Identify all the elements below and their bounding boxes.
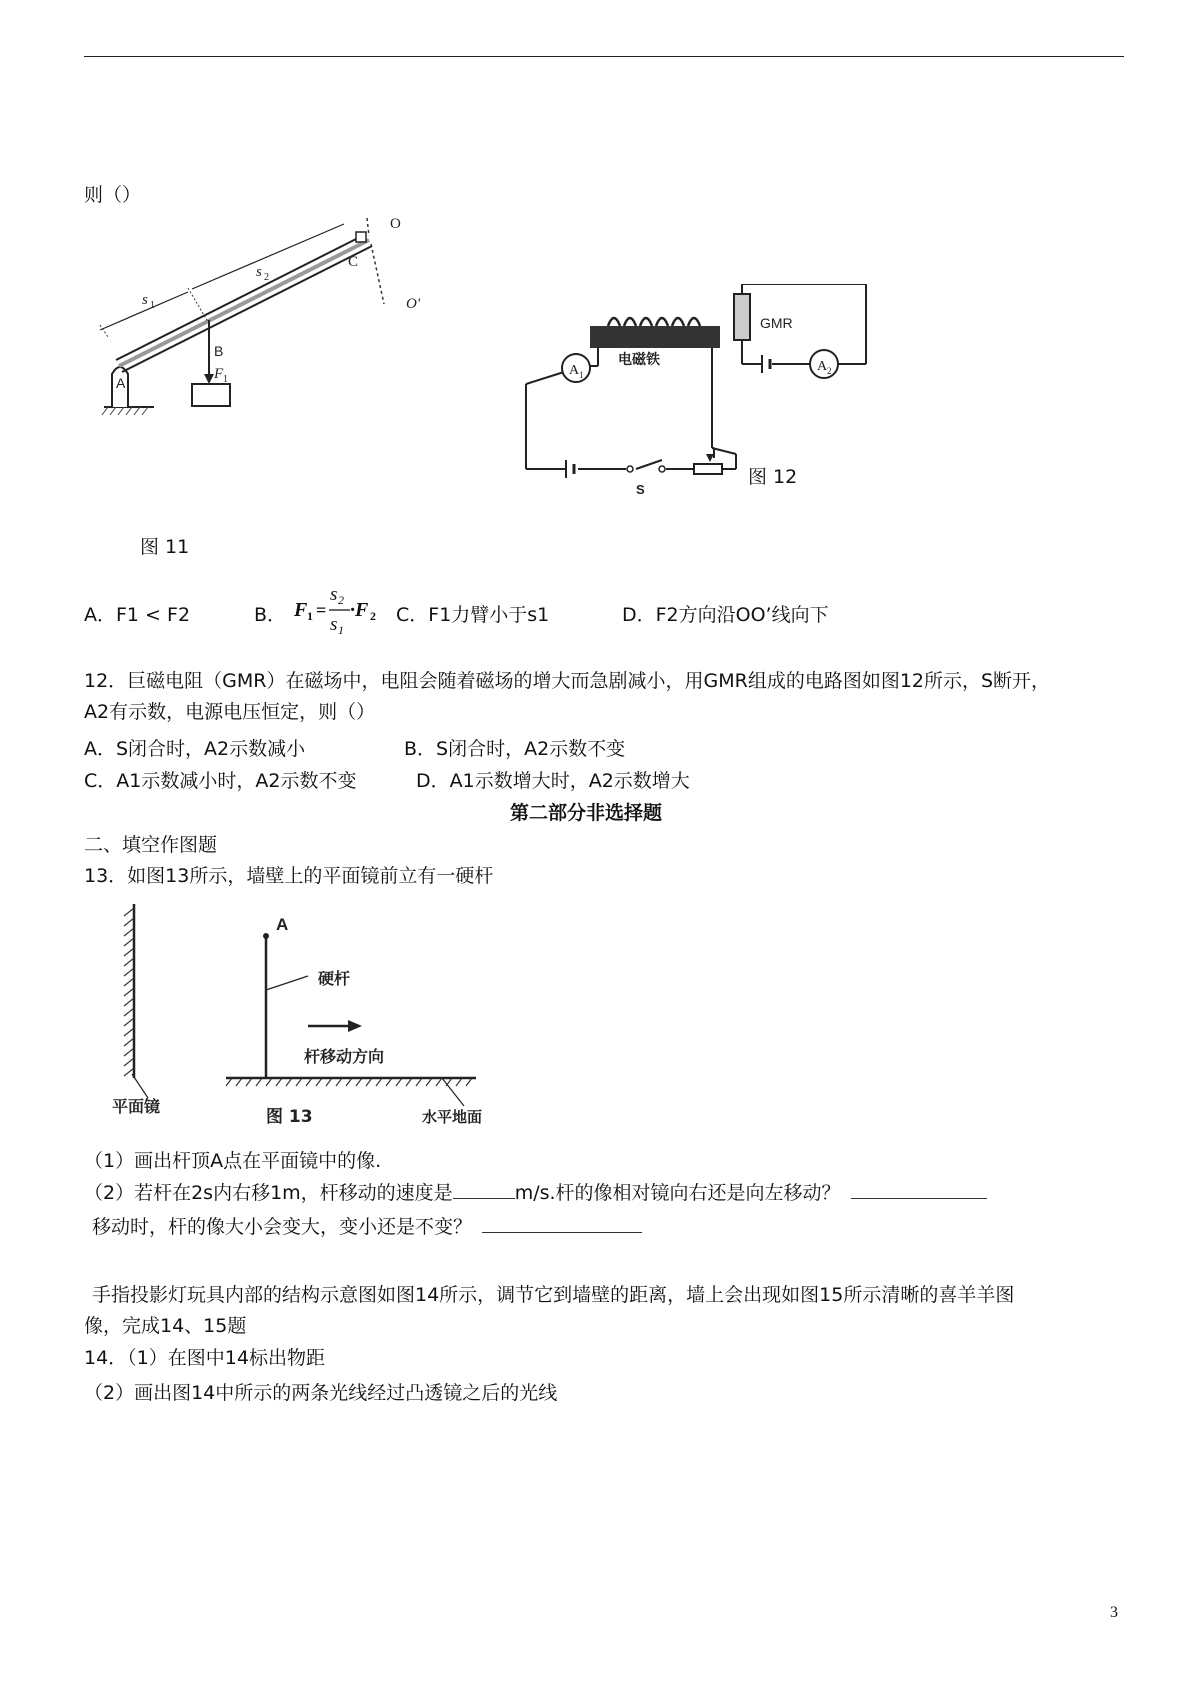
intro-14-15-line-1: 手指投影灯玩具内部的结构示意图如图14所示，调节它到墙壁的距离，墙上会出现如图15所示清晰的喜羊羊图 [92, 1284, 1015, 1306]
label-o-prime: O' [406, 296, 421, 312]
label-rod: 硬杆 [318, 969, 351, 988]
label-f1-sub: 1 [223, 374, 228, 385]
label-a2-sub: 2 [827, 366, 832, 376]
label-a: A [116, 375, 126, 391]
label-mirror: 平面镜 [112, 1097, 161, 1116]
q13-sub-2-a: （2）若杆在2s内右移1m，杆移动的速度是 [84, 1182, 453, 1204]
figure-12 [516, 284, 906, 500]
page-number: 3 [1110, 1604, 1118, 1621]
svg-text:1: 1 [338, 623, 344, 637]
figure-12-caption: 图 12 [748, 466, 798, 488]
label-gmr: GMR [760, 315, 793, 331]
label-fig13-caption: 图 13 [266, 1107, 313, 1127]
svg-text:=: = [316, 600, 327, 620]
q11-option-d: D．F2方向沿OO’线向下 [622, 604, 829, 626]
q13-stem: 13．如图13所示，墙壁上的平面镜前立有一硬杆 [84, 865, 494, 887]
label-f1: F [214, 366, 224, 382]
label-s: S [636, 482, 645, 497]
figure-11 [94, 212, 434, 452]
q11-stem-tail: 则（） [84, 184, 142, 206]
q12-option-c: C．A1示数减小时，A2示数不变 [84, 770, 357, 792]
q12-option-b: B．S闭合时，A2示数不变 [404, 738, 626, 760]
svg-text:s: s [330, 584, 338, 605]
direction-blank[interactable] [851, 1198, 987, 1199]
label-a2: A [817, 359, 828, 374]
label-o: O [390, 216, 401, 232]
svg-text:F: F [294, 599, 308, 621]
label-a1: A [569, 363, 580, 378]
q12-option-d: D．A1示数增大时，A2示数增大 [416, 770, 690, 792]
q11-option-b-formula [292, 578, 392, 636]
q14-line-2: （2）画出图14中所示的两条光线经过凸透镜之后的光线 [84, 1382, 558, 1404]
figure-13 [96, 898, 516, 1128]
svg-text:2: 2 [370, 609, 376, 623]
figure-11-caption: 图 11 [140, 536, 190, 558]
q12-line-2: A2有示数，电源电压恒定，则（） [84, 701, 376, 723]
q13-sub-2-c: 移动时，杆的像大小会变大，变小还是不变？ [92, 1212, 642, 1239]
svg-text:2: 2 [338, 593, 344, 607]
q13-sub-1: （1）画出杆顶A点在平面镜中的像. [84, 1150, 382, 1172]
label-b: B [214, 343, 224, 359]
svg-text:s: s [330, 614, 338, 635]
q13-sub-2 [84, 1178, 987, 1205]
q13-sub-2-b: m/s.杆的像相对镜向右还是向左移动？ [514, 1182, 841, 1204]
label-a1-sub: 1 [579, 370, 584, 380]
q11-option-c: C．F1力臂小于s1 [396, 604, 550, 626]
intro-14-15-line-2: 像，完成14、15题 [84, 1315, 247, 1337]
part-2-title: 第二部分非选择题 [510, 802, 663, 824]
q14-line-1: 14．（1）在图中14标出物距 [84, 1347, 325, 1369]
label-electromagnet: 电磁铁 [618, 352, 660, 368]
label-s2: s [256, 264, 262, 280]
label-ground: 水平地面 [422, 1108, 483, 1126]
label-move-direction: 杆移动方向 [304, 1047, 385, 1066]
label-a-top: A [276, 915, 289, 934]
label-s1-sub: 1 [150, 300, 155, 311]
label-s1: s [142, 292, 148, 308]
q12-option-a: A．S闭合时，A2示数减小 [84, 738, 306, 760]
section-2-heading: 二、填空作图题 [84, 834, 218, 856]
size-blank[interactable] [482, 1232, 642, 1233]
speed-blank[interactable] [453, 1198, 515, 1199]
svg-text:·F: ·F [350, 599, 369, 621]
q11-option-b-prefix: B． [254, 604, 287, 626]
label-s2-sub: 2 [264, 272, 269, 283]
label-c: C [348, 254, 359, 270]
svg-text:1: 1 [307, 609, 313, 623]
header-rule [84, 56, 1124, 57]
q12-line-1: 12．巨磁电阻（GMR）在磁场中，电阻会随着磁场的增大而急剧减小，用GMR组成的电路图如图12所示，S断开， [84, 670, 1051, 692]
q11-option-a: A．F1 < F2 [84, 604, 191, 626]
